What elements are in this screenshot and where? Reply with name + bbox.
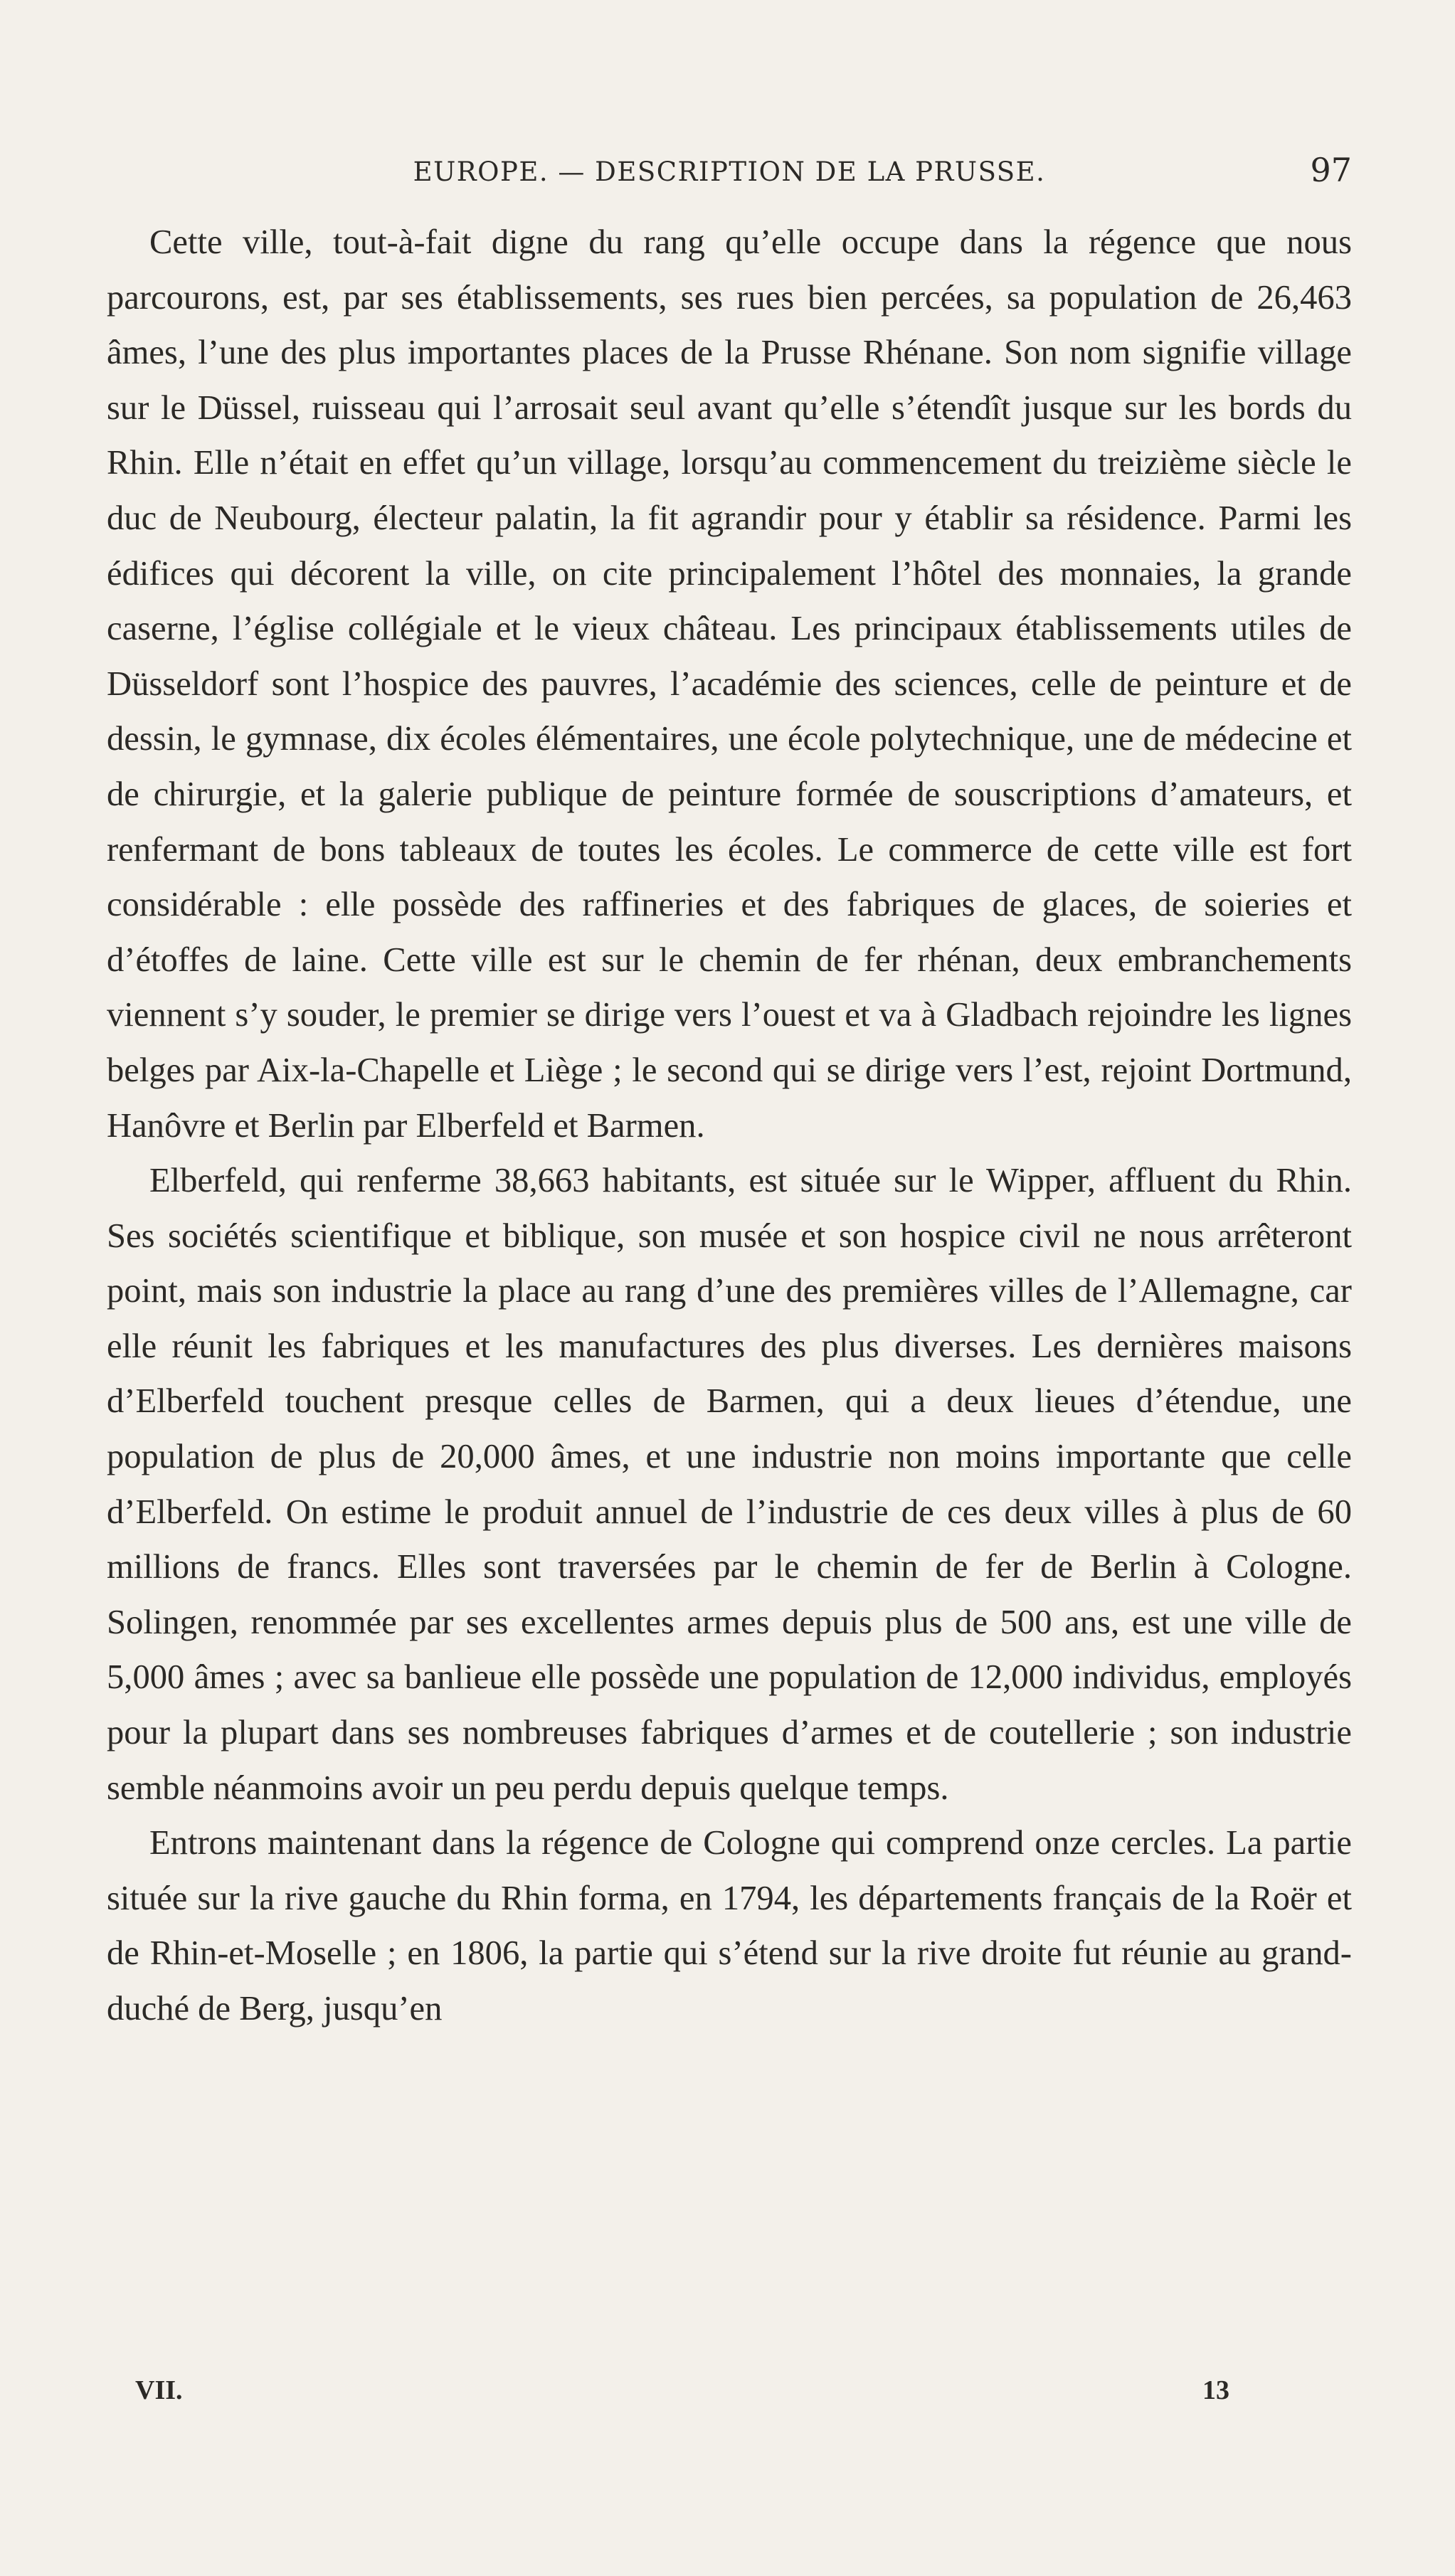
sheet-signature: 13 [1202, 2375, 1229, 2405]
running-title: EUROPE. — DESCRIPTION DE LA PRUSSE. [413, 157, 1046, 187]
paragraph-dusseldorf: Cette ville, tout-à-fait digne du rang qu’elle occupe dans la régence que nous parcourons, est, par ses établissements, ses rues bien percées, sa population de 26,463 âmes, l’une des plus importantes places de la Prusse Rhénane. Son nom signifie village sur le Düssel, ruisseau qui l’arrosait seul avant qu’elle s’étendît jusque sur les bords du Rhin. Elle n’était en effet qu’un village, lorsqu’au commencement du treizième siècle le duc de Neubourg, électeur palatin, la fit agrandir pour y établir sa résidence. Parmi les édifices qui décorent la ville, on cite principalement l’hôtel des monnaies, la grande caserne, l’église collégiale et le vieux château. Les principaux établissements utiles de Düsseldorf sont l’hospice des pauvres, l’académie des sciences, celle de peinture et de dessin, le gymnase, dix écoles élémentaires, une école polytechnique, une de médecine et de chirurgie, et la galerie publique de peinture formée de souscriptions d’amateurs, et renfermant de bons tableaux de toutes les écoles. Le commerce de cette ville est fort considérable : elle possède des raffineries et des fabriques de glaces, de soieries et d’étoffes de laine. Cette ville est sur le chemin de fer rhénan, deux embranchements viennent s’y souder, le premier se dirige vers l’ouest et va à Gladbach rejoindre les lignes belges par Aix-la-Chapelle et Liège ; le second qui se dirige vers l’est, rejoint Dortmund, Hanôvre et Berlin par Elberfeld et Barmen. [107, 223, 1352, 1145]
page-number: 97 [1310, 151, 1352, 189]
paragraph-elberfeld: Elberfeld, qui renferme 38,663 habitants, est située sur le Wipper, affluent du Rhin. Ses sociétés scientifique et biblique, son musée et son hospice civil ne nous arrêteront point, mais son industrie la place au rang d’une des premières villes de l’Allemagne, car elle réunit les fabriques et les manufactures des plus diverses. Les dernières maisons d’Elberfeld touchent presque celles de Barmen, qui a deux lieues d’étendue, une population de plus de 20,000 âmes, et une industrie non moins importante que celle d’Elberfeld. On estime le produit annuel de l’industrie de ces deux villes à plus de 60 millions de francs. Elles sont traversées par le chemin de fer de Berlin à Cologne. Solingen, renommée par ses excellentes armes depuis plus de 500 ans, est une ville de 5,000 âmes ; avec sa banlieue elle possède une population de 12,000 individus, employés pour la plupart dans ses nombreuses fabriques d’armes et de coutellerie ; son industrie semble néanmoins avoir un peu perdu depuis quelque temps. [107, 1161, 1352, 1807]
volume-signature: VII. [135, 2375, 183, 2405]
body-text [107, 215, 1352, 2037]
page-header [107, 151, 1352, 194]
paragraph-cologne: Entrons maintenant dans la régence de Cologne qui comprend onze cercles. La partie située sur la rive gauche du Rhin forma, en 1794, les départements français de la Roër et de Rhin-et-Moselle ; en 1806, la partie qui s’étend sur la rive droite fut réunie au grand-duché de Berg, jusqu’en [107, 1823, 1352, 2028]
page-footer [107, 2375, 1352, 2417]
